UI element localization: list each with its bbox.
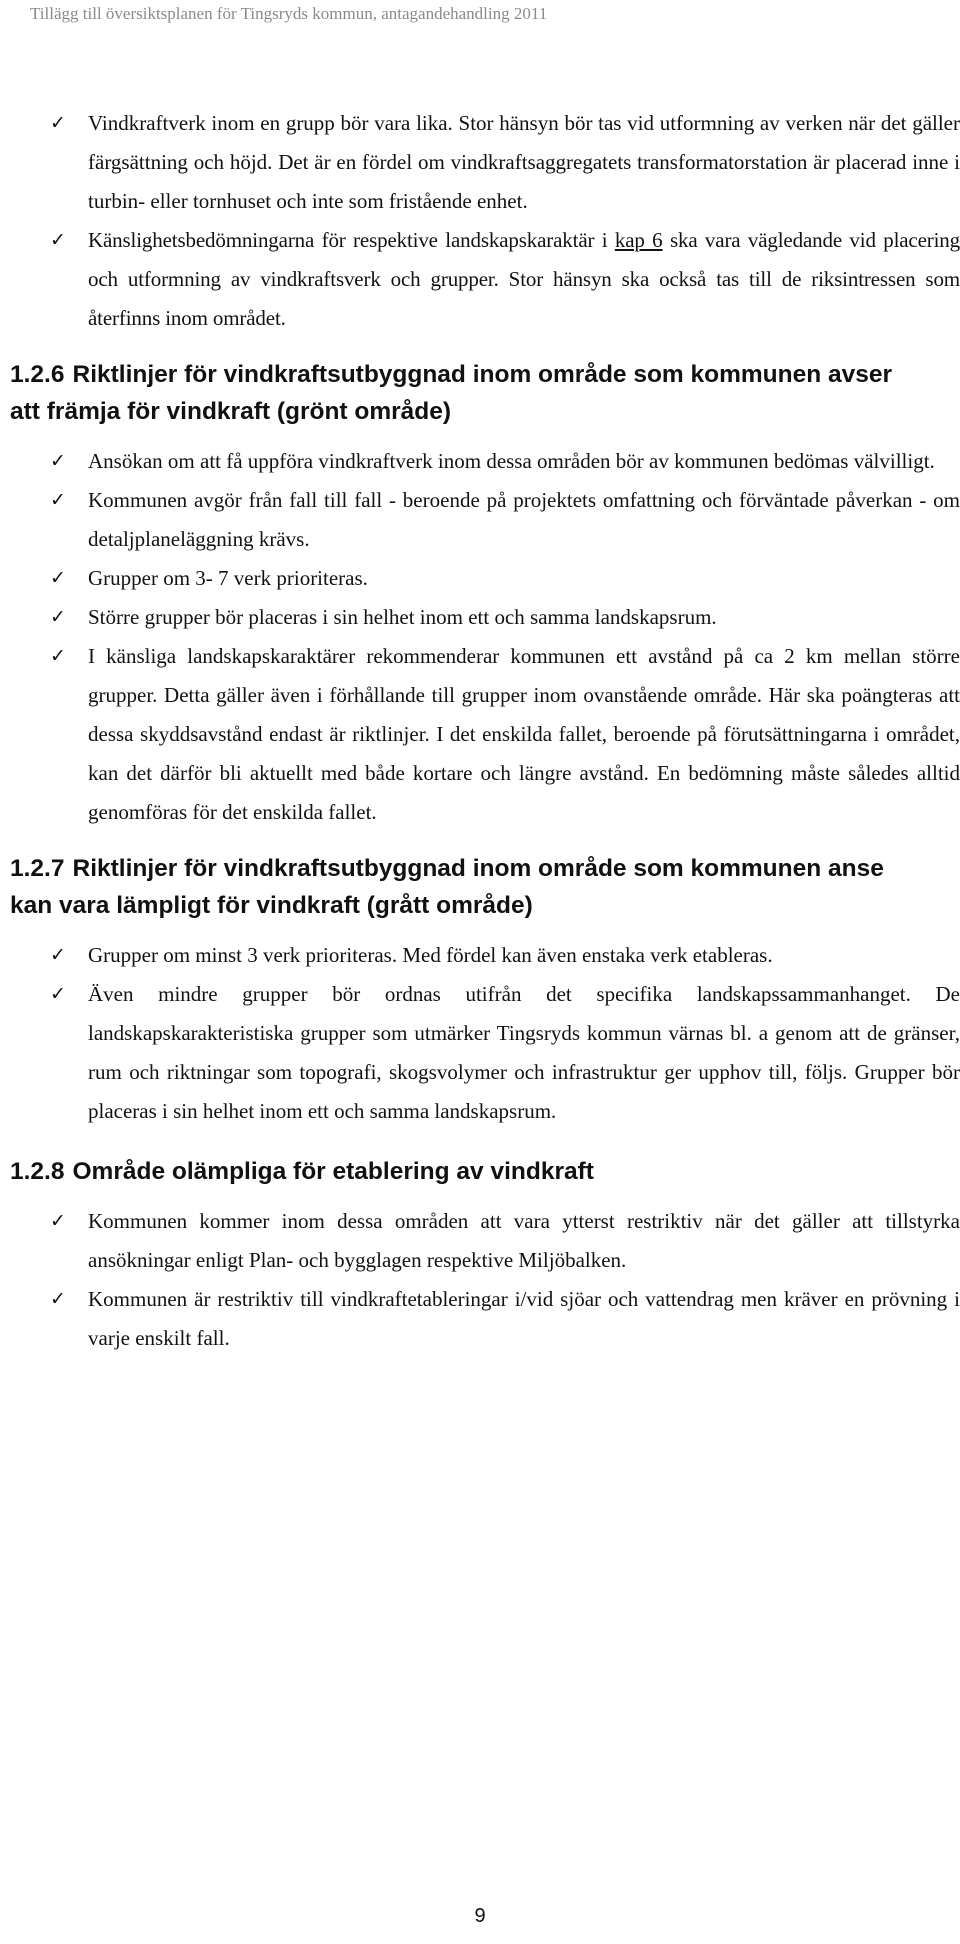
checkmark-icon: ✓ (50, 606, 66, 628)
list-item (50, 221, 960, 338)
checkmark-icon: ✓ (50, 489, 66, 511)
section-1-2-8-bullets (50, 1202, 960, 1358)
bullet-text: Ansökan om att få uppföra vindkraftverk inom dessa områden bör av kommunen bedömas välvilligt. (88, 449, 935, 473)
list-item (50, 637, 960, 832)
intro-bullet-list (50, 104, 960, 338)
page-content (10, 104, 960, 1358)
list-item (50, 1202, 960, 1280)
bullet-text: Vindkraftverk inom en grupp bör vara lika. Stor hänsyn bör tas vid utformning av verken när det gäller färgsättning och höjd. Det är en fördel om vindkraftsaggregatets transformatorstation är placerad inne i turbin- eller tornhuset och inte som fristående enhet. (88, 111, 960, 213)
section-number: 1.2.7 (10, 855, 65, 882)
bullet-text: Även mindre grupper bör ordnas utifrån det specifika landskapssammanhanget. De landskapskarakteristiska grupper som utmärker Tingsryds kommun värnas bl. a genom att de gränser, rum och riktningar som topografi, skogsvolymer och infrastruktur ger upphov till, följs. Grupper bör placeras i sin helhet inom ett och samma landskapsrum. (88, 982, 960, 1123)
checkmark-icon: ✓ (50, 567, 66, 589)
list-item (50, 975, 960, 1131)
checkmark-icon: ✓ (50, 229, 66, 251)
bullet-text: Känslighetsbedömningarna för respektive landskapskaraktär i (88, 228, 615, 252)
checkmark-icon: ✓ (50, 944, 66, 966)
section-title: Riktlinjer för vindkraftsutbyggnad inom område som kommunen anse kan vara lämpligt för vindkraft (grått område) (10, 855, 884, 919)
checkmark-icon: ✓ (50, 983, 66, 1005)
checkmark-icon: ✓ (50, 645, 66, 667)
section-title: Område olämpliga för etablering av vindkraft (72, 1158, 594, 1185)
list-item (50, 442, 960, 481)
section-title: Riktlinjer för vindkraftsutbyggnad inom område som kommunen avser att främja för vindkraft (grönt område) (10, 361, 893, 425)
chapter-reference: kap 6 (614, 228, 663, 252)
section-number: 1.2.8 (10, 1158, 65, 1185)
page-number: 9 (474, 1905, 486, 1927)
section-heading-1-2-8 (10, 1153, 920, 1190)
section-number: 1.2.6 (10, 361, 65, 388)
list-item (50, 1280, 960, 1358)
bullet-text: Kommunen är restriktiv till vindkraftetableringar i/vid sjöar och vattendrag men kräver en prövning i varje enskilt fall. (88, 1287, 960, 1350)
bullet-text: I känsliga landskapskaraktärer rekommenderar kommunen ett avstånd på ca 2 km mellan större grupper. Detta gäller även i förhållande till grupper inom ovanstående område. Här ska poängteras att dessa skyddsavstånd endast är riktlinjer. I det enskilda fallet, beroende på förutsättningarna i området, kan det därför bli aktuellt med både kortare och längre avstånd. En bedömning måste således alltid genomföras för det enskilda fallet. (88, 644, 960, 824)
list-item (50, 559, 960, 598)
section-1-2-6-bullets (50, 442, 960, 832)
bullet-text: Kommunen kommer inom dessa områden att vara ytterst restriktiv när det gäller att tillstyrka ansökningar enligt Plan- och bygglagen respektive Miljöbalken. (88, 1209, 960, 1272)
bullet-text: Kommunen avgör från fall till fall - beroende på projektets omfattning och förväntade påverkan - om detaljplaneläggning krävs. (88, 488, 960, 551)
checkmark-icon: ✓ (50, 1210, 66, 1232)
running-header: Tillägg till översiktsplanen för Tingsryds kommun, antagandehandling 2011 (30, 4, 548, 23)
checkmark-icon: ✓ (50, 1288, 66, 1310)
checkmark-icon: ✓ (50, 112, 66, 134)
bullet-text: Större grupper bör placeras i sin helhet inom ett och samma landskapsrum. (88, 605, 717, 629)
list-item (50, 936, 960, 975)
bullet-text: Grupper om minst 3 verk prioriteras. Med fördel kan även enstaka verk etableras. (88, 943, 773, 967)
checkmark-icon: ✓ (50, 450, 66, 472)
section-heading-1-2-6 (10, 356, 920, 430)
section-heading-1-2-7 (10, 850, 920, 924)
list-item (50, 104, 960, 221)
list-item (50, 598, 960, 637)
bullet-text: ska vara vägledande vid placering och utformning av vindkraftsverk och grupper. Stor hänsyn ska också tas till de riksintressen som återfinns inom området. (88, 228, 960, 330)
section-1-2-7-bullets (50, 936, 960, 1131)
bullet-text: Grupper om 3- 7 verk prioriteras. (88, 566, 368, 590)
list-item (50, 481, 960, 559)
